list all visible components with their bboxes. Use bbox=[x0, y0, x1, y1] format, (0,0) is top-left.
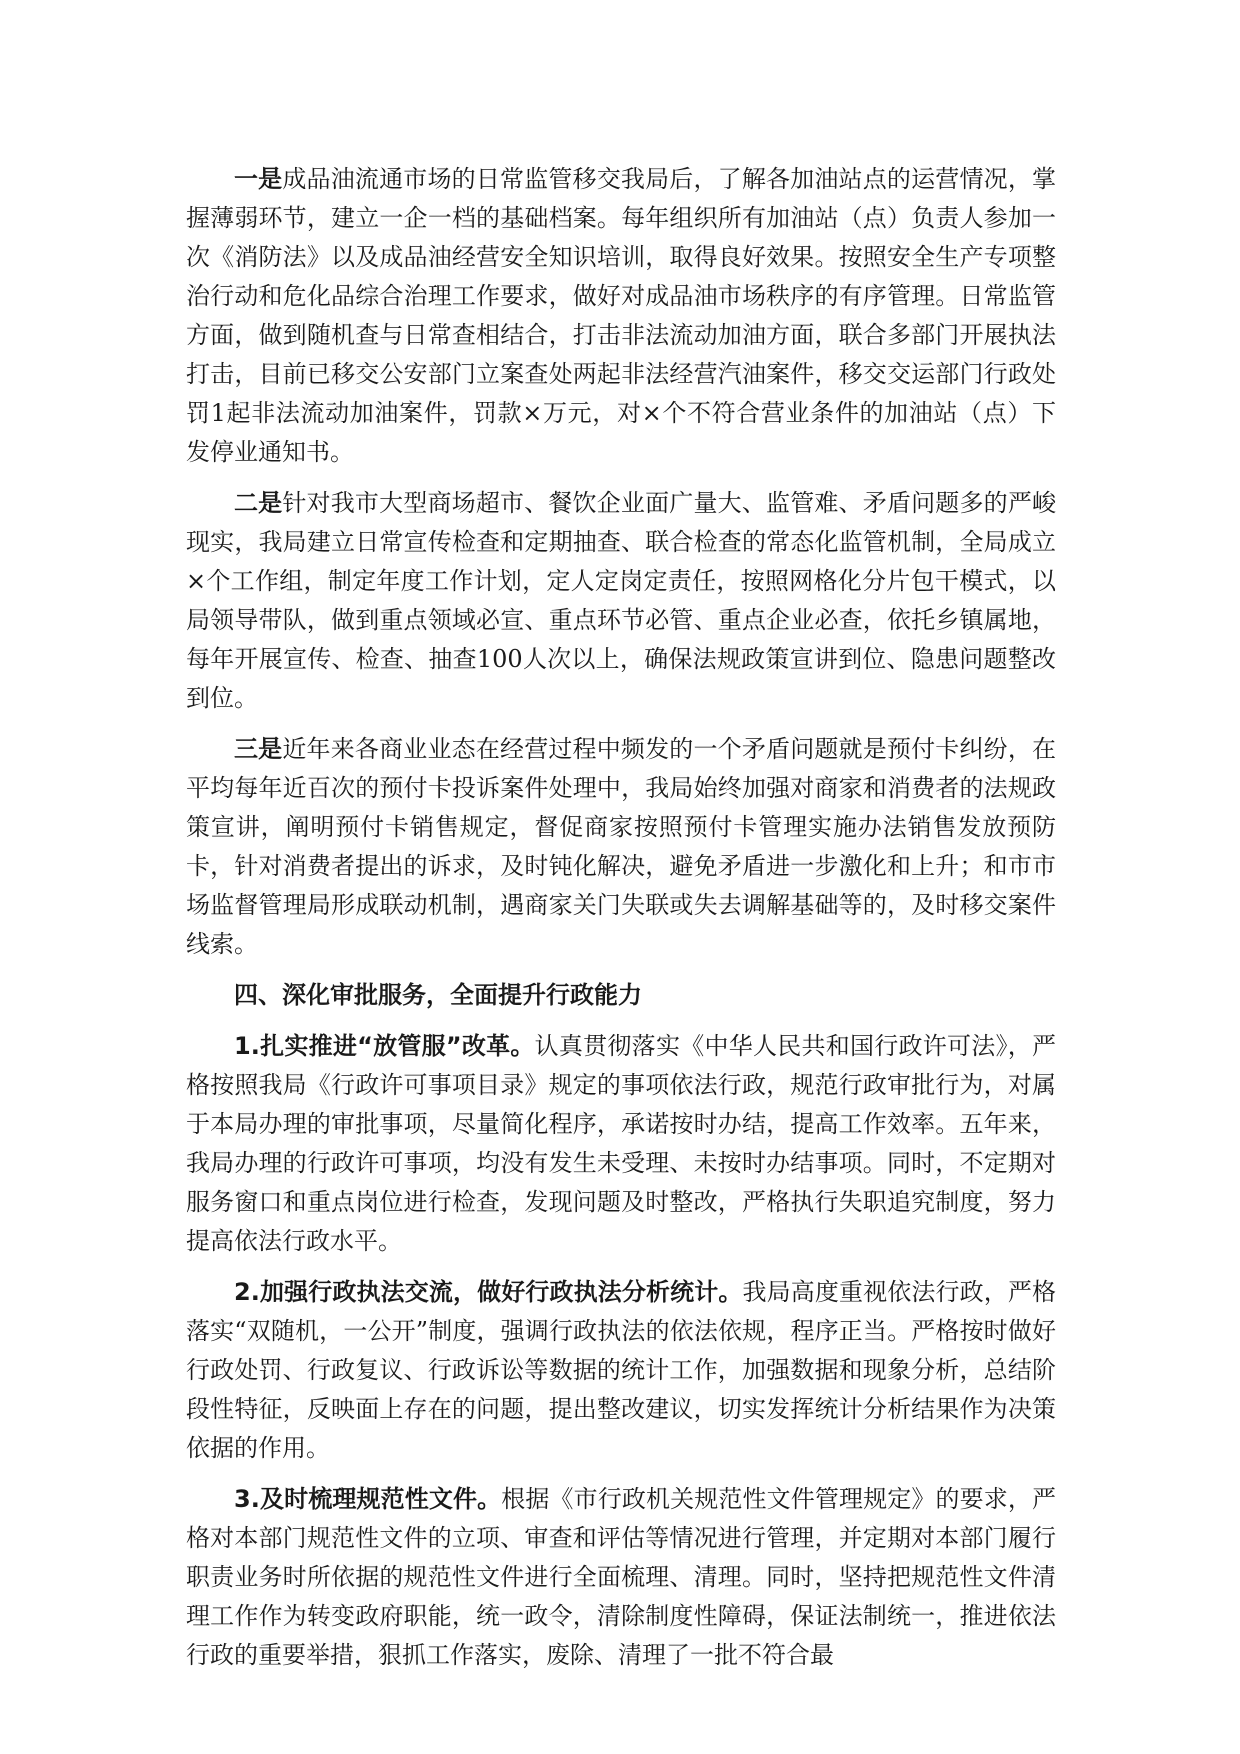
paragraph-3-lead: 三是 bbox=[234, 735, 283, 763]
item-1 bbox=[186, 1027, 1056, 1261]
item-3-lead: 3.及时梳理规范性文件。 bbox=[234, 1485, 502, 1513]
paragraph-1-text: 成品油流通市场的日常监管移交我局后，了解各加油站点的运营情况，掌握薄弱环节，建立一企一档的基础档案。每年组织所有加油站（点）负责人参加一次《消防法》以及成品油经营安全知识培训，取得良好效果。按照安全生产专项整治行动和危化品综合治理工作要求，做好对成品油市场秩序的有序管理。日常监管方面，做到随机查与日常查相结合，打击非法流动加油方面，联合多部门开展执法打击，目前已移交公安部门立案查处两起非法经营汽油案件，移交交运部门行政处罚1起非法流动加油案件，罚款×万元，对×个不符合营业条件的加油站（点）下发停业通知书。 bbox=[186, 165, 1057, 466]
document-body bbox=[186, 160, 1056, 1687]
item-3-text: 根据《市行政机关规范性文件管理规定》的要求，严格对本部门规范性文件的立项、审查和评估等情况进行管理，并定期对本部门履行职责业务时所依据的规范性文件进行全面梳理、清理。同时，坚持把规范性文件清理工作作为转变政府职能，统一政令，清除制度性障碍，保证法制统一，推进依法行政的重要举措，狠抓工作落实，废除、清理了一批不符合最 bbox=[186, 1485, 1056, 1669]
item-2 bbox=[186, 1273, 1056, 1468]
item-2-lead: 2.加强行政执法交流，做好行政执法分析统计。 bbox=[234, 1278, 743, 1306]
section-heading: 四、深化审批服务，全面提升行政能力 bbox=[234, 981, 642, 1009]
paragraph-1 bbox=[186, 160, 1056, 472]
paragraph-1-lead: 一是 bbox=[234, 165, 283, 193]
item-1-lead: 1.扎实推进“放管服”改革。 bbox=[234, 1032, 535, 1060]
item-2-text: 我局高度重视依法行政，严格落实“双随机，一公开”制度，强调行政执法的依法依规，程序正当。严格按时做好行政处罚、行政复议、行政诉讼等数据的统计工作，加强数据和现象分析，总结阶段性特征，反映面上存在的问题，提出整改建议，切实发挥统计分析结果作为决策依据的作用。 bbox=[186, 1278, 1057, 1462]
paragraph-2-lead: 二是 bbox=[234, 489, 283, 517]
paragraph-2-text: 针对我市大型商场超市、餐饮企业面广量大、监管难、矛盾问题多的严峻现实，我局建立日常宣传检查和定期抽查、联合检查的常态化监管机制，全局成立×个工作组，制定年度工作计划，定人定岗定责任，按照网格化分片包干模式，以局领导带队，做到重点领域必宣、重点环节必管、重点企业必查，依托乡镇属地，每年开展宣传、检查、抽查100人次以上，确保法规政策宣讲到位、隐患问题整改到位。 bbox=[186, 489, 1057, 712]
item-3 bbox=[186, 1480, 1056, 1675]
paragraph-2 bbox=[186, 484, 1056, 718]
paragraph-3 bbox=[186, 730, 1056, 964]
item-1-text: 认真贯彻落实《中华人民共和国行政许可法》，严格按照我局《行政许可事项目录》规定的事项依法行政，规范行政审批行为，对属于本局办理的审批事项，尽量简化程序，承诺按时办结，提高工作效率。五年来，我局办理的行政许可事项，均没有发生未受理、未按时办结事项。同时，不定期对服务窗口和重点岗位进行检查，发现问题及时整改，严格执行失职追究制度，努力提高依法行政水平。 bbox=[186, 1032, 1056, 1255]
paragraph-3-text: 近年来各商业业态在经营过程中频发的一个矛盾问题就是预付卡纠纷，在平均每年近百次的预付卡投诉案件处理中，我局始终加强对商家和消费者的法规政策宣讲，阐明预付卡销售规定，督促商家按照预付卡管理实施办法销售发放预防卡，针对消费者提出的诉求，及时钝化解决，避免矛盾进一步激化和上升；和市市场监督管理局形成联动机制，遇商家关门失联或失去调解基础等的，及时移交案件线索。 bbox=[186, 735, 1057, 958]
